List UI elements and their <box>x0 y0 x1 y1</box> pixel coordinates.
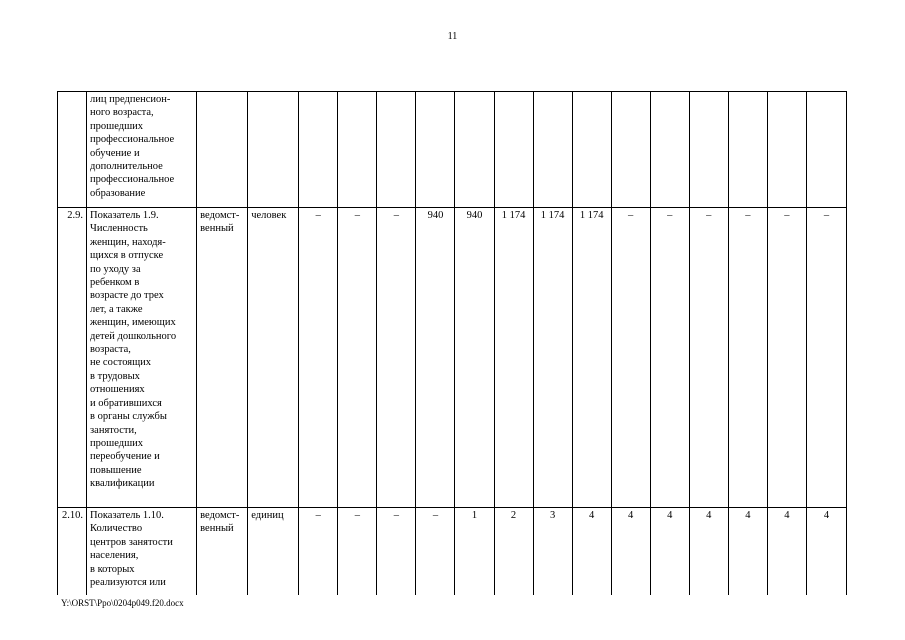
year-value-cell: 4 <box>689 508 728 596</box>
year-value-cell: – <box>689 208 728 508</box>
year-value-cell: – <box>767 208 806 508</box>
row-number-cell: 2.10. <box>58 508 87 596</box>
year-value-cell: – <box>299 508 338 596</box>
unit-cell: человек <box>248 208 299 508</box>
year-value-cell <box>416 92 455 208</box>
year-value-cell: – <box>377 508 416 596</box>
indicators-table-container <box>57 91 847 595</box>
unit-cell <box>248 92 299 208</box>
year-value-cell: – <box>611 208 650 508</box>
year-value-cell: 1 174 <box>572 208 611 508</box>
year-value-cell <box>299 92 338 208</box>
year-value-cell <box>377 92 416 208</box>
year-value-cell: 940 <box>416 208 455 508</box>
indicators-table <box>57 91 847 595</box>
year-value-cell: – <box>806 208 846 508</box>
indicator-name-cell: лиц предпенсион- ного возраста, прошедших профессиональное обучение и дополнительное профессиональное образование <box>87 92 197 208</box>
footer-file-path: Y:\ORST\Ppo\0204p049.f20.docx <box>61 598 184 608</box>
year-value-cell: – <box>416 508 455 596</box>
year-value-cell <box>689 92 728 208</box>
year-value-cell: 4 <box>650 508 689 596</box>
indicator-name-cell: Показатель 1.10. Количество центров занятости населения, в которых реализуются или <box>87 508 197 596</box>
unit-cell: единиц <box>248 508 299 596</box>
year-value-cell: 4 <box>806 508 846 596</box>
year-value-cell <box>572 92 611 208</box>
table-row <box>58 508 847 596</box>
source-cell: ведомст- венный <box>197 508 248 596</box>
year-value-cell: 1 174 <box>533 208 572 508</box>
table-row <box>58 208 847 508</box>
year-value-cell <box>533 92 572 208</box>
indicator-name-cell: Показатель 1.9. Численность женщин, находя- щихся в отпуске по уходу за ребенком в возрасте до трех лет, а также женщин, имеющих детей дошкольного возраста, не состоящих в трудовых отношениях и обратившихся в органы службы занятости, прошедших переобучение и повышение квалификации <box>87 208 197 508</box>
year-value-cell: 4 <box>767 508 806 596</box>
year-value-cell <box>338 92 377 208</box>
year-value-cell: 940 <box>455 208 494 508</box>
page-number: 11 <box>447 31 458 42</box>
year-value-cell: – <box>299 208 338 508</box>
year-value-cell: – <box>728 208 767 508</box>
year-value-cell <box>494 92 533 208</box>
year-value-cell: – <box>338 208 377 508</box>
source-cell: ведомст- венный <box>197 208 248 508</box>
year-value-cell: – <box>650 208 689 508</box>
year-value-cell: 4 <box>611 508 650 596</box>
year-value-cell <box>650 92 689 208</box>
year-value-cell: 4 <box>728 508 767 596</box>
year-value-cell: 1 <box>455 508 494 596</box>
year-value-cell <box>806 92 846 208</box>
year-value-cell <box>455 92 494 208</box>
source-cell <box>197 92 248 208</box>
year-value-cell: – <box>377 208 416 508</box>
year-value-cell: 1 174 <box>494 208 533 508</box>
table-row <box>58 92 847 208</box>
year-value-cell: 2 <box>494 508 533 596</box>
year-value-cell: – <box>338 508 377 596</box>
year-value-cell: 3 <box>533 508 572 596</box>
year-value-cell <box>611 92 650 208</box>
year-value-cell <box>728 92 767 208</box>
indicators-table-body <box>58 92 847 596</box>
row-number-cell <box>58 92 87 208</box>
row-number-cell: 2.9. <box>58 208 87 508</box>
year-value-cell <box>767 92 806 208</box>
year-value-cell: 4 <box>572 508 611 596</box>
